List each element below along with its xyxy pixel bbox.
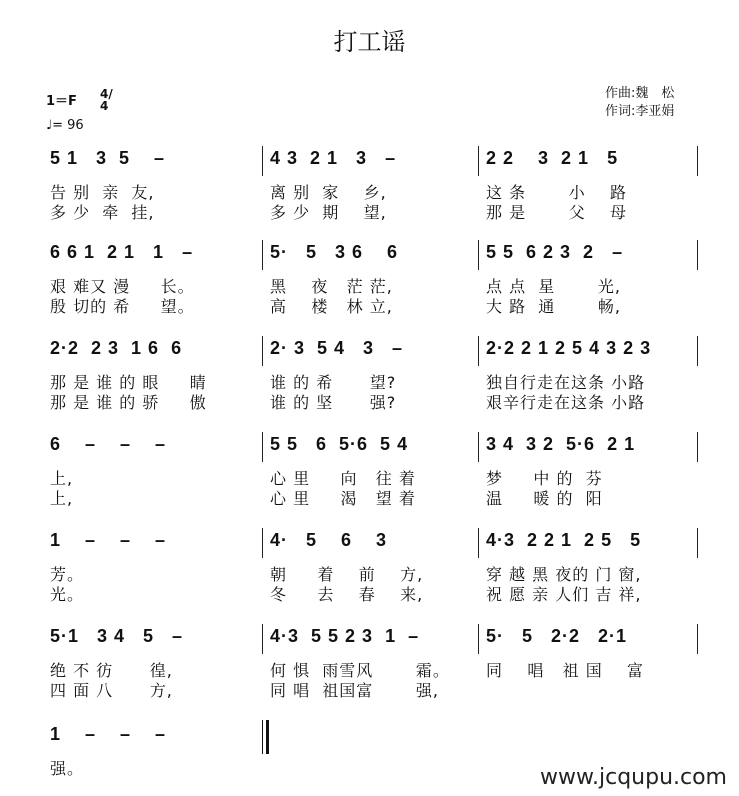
lyric-line-1: 心 里 向 往 着 <box>270 469 416 488</box>
final-barline <box>266 720 269 754</box>
notes: 2·2 2 1 2 5 4 3 2 3 <box>486 338 652 358</box>
song-title: 打工谣 <box>333 28 406 56</box>
barline <box>262 240 263 270</box>
lyric-line-2: 谁 的 坚 强? <box>270 393 397 412</box>
notes: 2 2 3 2 1 5 <box>486 148 619 168</box>
lyric-line-2: 多 少 牵 挂, <box>50 203 155 222</box>
barline <box>697 240 698 270</box>
tempo-marking: ♩= 96 <box>46 118 84 133</box>
lyric-line-1: 黑 夜 茫 茫, <box>270 277 393 296</box>
notes: 4·3 2 2 1 2 5 5 <box>486 530 642 550</box>
composer-credit: 作曲:魏 松 <box>605 86 675 101</box>
lyric-line-2: 大 路 通 畅, <box>486 297 621 316</box>
barline <box>478 146 479 176</box>
notes: 2·2 2 3 1 6 6 <box>50 338 183 358</box>
notes: 2· 3 5 4 3 – <box>270 338 404 358</box>
lyric-line-1: 穿 越 黑 夜的 门 窗, <box>486 565 642 584</box>
barline <box>697 432 698 462</box>
barline <box>478 336 479 366</box>
lyric-line-2: 殷 切的 希 望。 <box>50 297 195 316</box>
barline <box>262 146 263 176</box>
lyric-line-1: 那 是 谁 的 眼 睛 <box>50 373 207 392</box>
lyric-line-2: 温 暖 的 阳 <box>486 489 603 508</box>
lyric-line-1: 芳。 <box>50 565 85 584</box>
notes: 5·1 3 4 5 – <box>50 626 184 646</box>
barline <box>697 336 698 366</box>
barline <box>262 528 263 558</box>
score-system <box>0 530 739 632</box>
lyric-line-2: 艰辛行走在这条 小路 <box>486 393 646 412</box>
notes: 1 – – – <box>50 530 167 550</box>
lyric-line-2: 高 楼 林 立, <box>270 297 393 316</box>
lyric-line-1: 朝 着 前 方, <box>270 565 424 584</box>
barline <box>262 624 263 654</box>
lyric-line-1: 强。 <box>50 759 85 778</box>
notes: 5 5 6 2 3 2 – <box>486 242 624 262</box>
lyric-line-2: 那 是 父 母 <box>486 203 628 222</box>
lyric-line-1: 上, <box>50 469 74 488</box>
lyric-line-1: 谁 的 希 望? <box>270 373 397 392</box>
lyric-line-1: 艰 难又 漫 长。 <box>50 277 195 296</box>
lyric-line-2: 心 里 渴 望 着 <box>270 489 416 508</box>
notes: 3 4 3 2 5·6 2 1 <box>486 434 636 454</box>
barline <box>478 624 479 654</box>
barline <box>697 146 698 176</box>
lyric-line-2: 多 少 期 望, <box>270 203 387 222</box>
watermark: www.jcqupu.com <box>540 765 727 790</box>
final-barline <box>262 720 263 754</box>
barline <box>478 240 479 270</box>
lyric-line-2: 祝 愿 亲 人们 吉 祥, <box>486 585 642 604</box>
score-system <box>0 434 739 536</box>
lyric-line-2: 光。 <box>50 585 85 604</box>
lyric-line-1: 点 点 星 光, <box>486 277 621 296</box>
notes: 5· 5 2·2 2·1 <box>486 626 628 646</box>
score-system <box>0 242 739 344</box>
notes: 4· 5 6 3 <box>270 530 388 550</box>
barline <box>262 432 263 462</box>
lyric-line-1: 离 别 家 乡, <box>270 183 387 202</box>
key-signature: 1＝F <box>46 94 77 109</box>
notes: 4·3 5 5 2 3 1 – <box>270 626 420 646</box>
lyric-line-2: 上, <box>50 489 74 508</box>
notes: 5· 5 3 6 6 <box>270 242 399 262</box>
score-system <box>0 148 739 250</box>
notes: 5 5 6 5·6 5 4 <box>270 434 409 454</box>
score-system <box>0 338 739 440</box>
barline <box>697 528 698 558</box>
lyric-line-1: 这 条 小 路 <box>486 183 628 202</box>
lyricist-credit: 作词:李亚娟 <box>605 104 675 119</box>
notes: 4 3 2 1 3 – <box>270 148 397 168</box>
lyric-line-1: 独自行走在这条 小路 <box>486 373 646 392</box>
notes: 6 6 1 2 1 1 – <box>50 242 194 262</box>
barline <box>262 336 263 366</box>
lyric-line-2: 冬 去 春 来, <box>270 585 424 604</box>
lyric-line-2: 四 面 八 方, <box>50 681 173 700</box>
lyric-line-1: 何 惧 雨雪风 霜。 <box>270 661 450 680</box>
time-signature: 4/4 <box>100 87 113 113</box>
barline <box>478 528 479 558</box>
notes: 6 – – – <box>50 434 167 454</box>
lyric-line-2: 那 是 谁 的 骄 傲 <box>50 393 207 412</box>
lyric-line-2: 同 唱 祖国富 强, <box>270 681 439 700</box>
lyric-line-1: 梦 中 的 芬 <box>486 469 603 488</box>
barline <box>697 624 698 654</box>
barline <box>478 432 479 462</box>
notes: 1 – – – <box>50 724 167 744</box>
notes: 5 1 3 5 – <box>50 148 166 168</box>
lyric-line-1: 告 别 亲 友, <box>50 183 155 202</box>
lyric-line-1: 同 唱 祖 国 富 <box>486 661 645 680</box>
score-system <box>0 626 739 728</box>
lyric-line-1: 绝 不 彷 徨, <box>50 661 173 680</box>
